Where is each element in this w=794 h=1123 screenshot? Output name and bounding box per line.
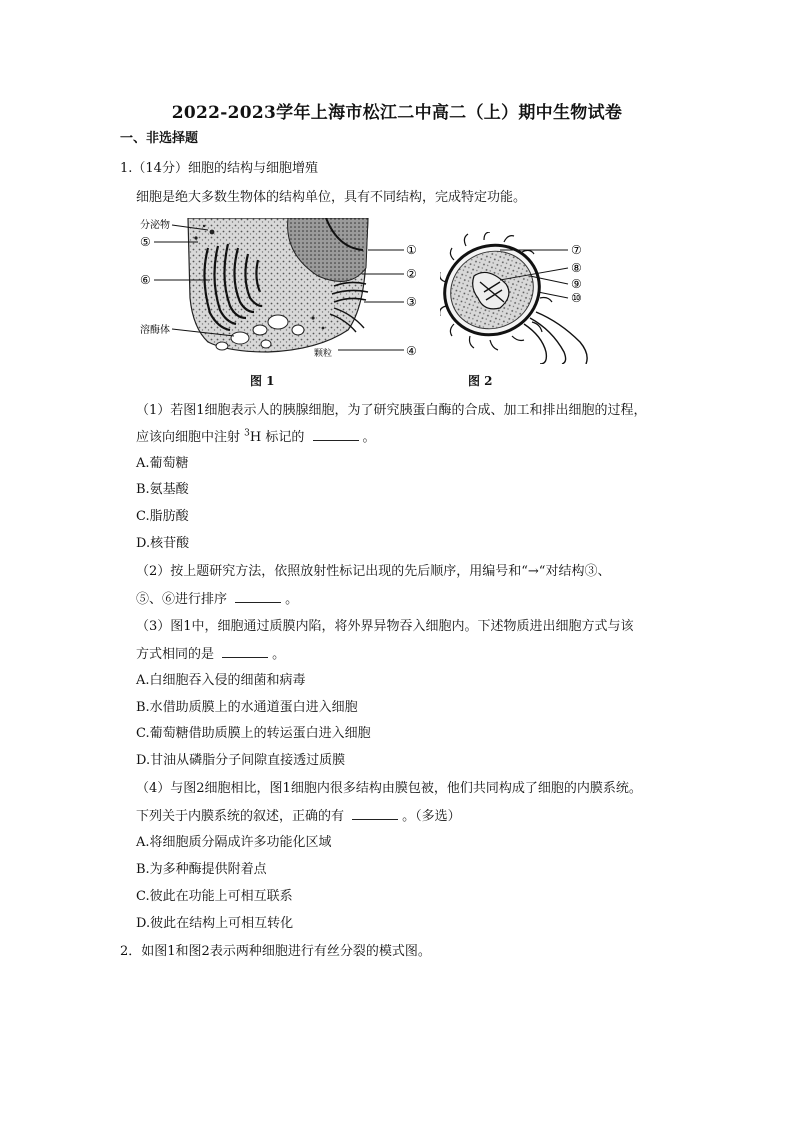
q1-part3-line2 <box>136 645 285 664</box>
figure-1-label-secretion: 分泌物 <box>140 220 170 231</box>
q1-part3-option-a: A.白细胞吞入侵的细菌和病毒 <box>136 673 306 688</box>
q1-part4-option-b: B.为多种酶提供附着点 <box>136 862 267 877</box>
answer-blank[interactable] <box>222 645 268 658</box>
figure-2-marker-10: ⑩ <box>571 291 582 305</box>
q1-part3-end: 。 <box>272 647 286 662</box>
q1-part1-option-a: A.葡萄糖 <box>136 456 189 471</box>
q1-part2-end: 。 <box>285 592 299 607</box>
q2-heading: 2．如图1和图2表示两种细胞进行有丝分裂的模式图。 <box>120 944 431 959</box>
q1-part1-line2 <box>136 428 376 447</box>
answer-blank[interactable] <box>352 807 398 820</box>
figure-1-marker-1: ① <box>406 243 417 257</box>
figure-1-label-granule: 颗粒 <box>314 349 333 359</box>
q1-part3-option-d: D.甘油从磷脂分子间隙直接透过质膜 <box>136 753 346 768</box>
figure-1-marker-5: ⑤ <box>140 235 151 249</box>
q1-part1-text-b: H 标记的 <box>249 430 305 445</box>
q1-part1-option-d: D.核苷酸 <box>136 536 190 551</box>
figure-1-label-lysosome: 溶酶体 <box>140 325 170 336</box>
q1-part3-option-b: B.水借助质膜上的水通道蛋白进入细胞 <box>136 700 358 715</box>
q1-intro: 细胞是绝大多数生物体的结构单位，具有不同结构，完成特定功能。 <box>136 190 527 205</box>
q1-part4-option-d: D.彼此在结构上可相互转化 <box>136 916 294 931</box>
q1-part4-option-a: A.将细胞质分隔成许多功能化区域 <box>136 835 332 850</box>
answer-blank[interactable] <box>313 428 359 441</box>
section-heading: 一、非选择题 <box>120 131 199 146</box>
q1-part1-end: 。 <box>362 430 376 445</box>
q1-part1-line1: （1）若图1细胞表示人的胰腺细胞，为了研究胰蛋白酶的合成、加工和排出细胞的过程， <box>136 403 647 418</box>
figure-2-marker-8: ⑧ <box>571 261 582 275</box>
q1-part4-line1: （4）与图2细胞相比，图1细胞内很多结构由膜包被，他们共同构成了细胞的内膜系统。 <box>136 781 642 796</box>
q1-heading: 1.（14分）细胞的结构与细胞增殖 <box>120 161 318 176</box>
figure-2-marker-9: ⑨ <box>571 277 582 291</box>
figure-1-marker-6: ⑥ <box>140 273 151 287</box>
q1-part4-end: 。（多选） <box>402 809 461 824</box>
figure-1-marker-4: ④ <box>406 344 417 358</box>
q1-part3-text: 方式相同的是 <box>136 647 215 662</box>
figure-2-marker-7: ⑦ <box>571 243 582 257</box>
answer-blank[interactable] <box>235 590 281 603</box>
isotope-superscript: 3 <box>244 428 250 439</box>
q1-part4-option-c: C.彼此在功能上可相互联系 <box>136 889 293 904</box>
page-title: 2022-2023学年上海市松江二中高二（上）期中生物试卷 <box>171 103 623 123</box>
q1-part1-option-b: B.氨基酸 <box>136 482 189 497</box>
q1-part4-text: 下列关于内膜系统的叙述，正确的有 <box>136 809 345 824</box>
figure-1-marker-3: ③ <box>406 295 417 309</box>
q1-part1-text-a: 应该向细胞中注射 <box>136 430 241 445</box>
figure-1-cell-diagram <box>138 218 438 363</box>
figure-2-caption: 图 2 <box>468 374 493 388</box>
q1-part3-option-c: C.葡萄糖借助质膜上的转运蛋白进入细胞 <box>136 726 371 741</box>
q1-part2-line2 <box>136 590 298 609</box>
q1-part2-text: ⑤、⑥进行排序 <box>136 592 228 607</box>
figure-1-caption: 图 1 <box>250 374 275 388</box>
q1-part3-line1: （3）图1中，细胞通过质膜内陷，将外界异物吞入细胞内。下述物质进出细胞方式与该 <box>136 619 634 634</box>
q1-part4-line2 <box>136 807 461 826</box>
q1-part2-line1: （2）按上题研究方法，依照放射性标记出现的先后顺序，用编号和“→“对结构③、 <box>136 564 611 579</box>
figure-1-marker-2: ② <box>406 267 417 281</box>
q1-part1-option-c: C.脂肪酸 <box>136 509 189 524</box>
figure-2-bacterium-diagram <box>440 232 600 364</box>
